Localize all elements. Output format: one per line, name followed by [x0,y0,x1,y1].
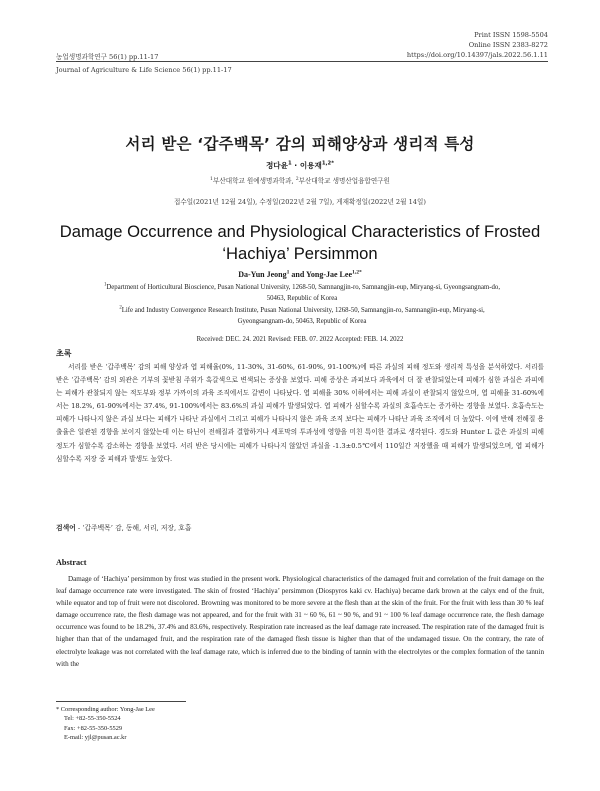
corresponding-author: * Corresponding author: Yong-Jae Lee [56,706,155,713]
footnote [56,705,155,743]
doi-link[interactable]: https://doi.org/10.14397/jals.2022.56.1.11 [406,51,548,59]
footnote-email[interactable]: E-mail: yjl@pusan.ac.kr [64,734,127,742]
journal-citation-ko: 농업생명과학연구 56(1) pp.11-17 [56,53,159,61]
title-korean: 서리 받은 ‘갑주백목’ 감의 피해양상과 생리적 특성 [125,135,475,153]
abstract-heading-english: Abstract [56,558,87,567]
authors-english: Da-Yun Jeong$^1$ and Yong-Jae Lee$^{1,2*}$ [238,269,362,279]
footnote-fax: Fax: +82-55-350-5529 [64,724,123,732]
affiliations-korean: $^1$부산대학교 원예생명과학과, $^2$부산대학교 생명산업융합연구원 [210,176,390,185]
authors-korean: 정다윤$^1$ · 이용재$^{1,2*}$ [265,160,335,170]
abstract-body-korean: 서리를 받은 ‘갑주백목’ 감의 피해 양상과 엽 피해율(0%, 11-30%, 31-60%, 61-90%, 91-100%)에 따른 과실의 피해 정도와 생리적 특성을 분석하였다. 서리를 받은 ‘갑주백목’ 감의 외관은 기부의 꽃받침 주위가 흑갈색으로 변색되는 증상을 보였다. 피해 증상은 과피보다 과육에서 더 잘 관찰되었는데 피해가 심한 과실은 과피에는 피해가 관찰되지 않는 적도부와 정부 가까이의 과육 조직에서도 갈변이 나타났다. 엽 피해율 30% 이하에서는 피해 과실이 관찰되지 않았으며, 엽 피해율 31-60%에서는 18.2%, 61-90%에서는 37.4%, 91-100%에서는 83.6%의 과실 피해가 발생되었다. 엽 피해가 심할수록 과실의 호흡속도는 증가하는 경향을 보였다. 호흡속도는 피해가 나타나지 않은 과실 보다는 피해가 나타난 과실에서 그리고 피해가 나타나지 않은 과육 조직 보다는 피해가 나타난 과육 조직에서 더 높았다. 이에 반해 전해질 용출율은 일관된 경향을 보이지 않았는데 이는 타닌이 전해질과 결합하거나 세포막의 투과성에 영향을 미친 특이한 결과로 생각된다. 경도와 Hunter L 값은 과실의 피해 정도가 심할수록 감소하는 경향을 보였다. 서리 받은 당시에는 피해가 나타나지 않았던 과실을 -1.3±0.5℃에서 110일간 저장했을 때 피해가 발생되었으며, 엽 피해가 심할수록 저장 중 피해과 발생도 높았다. [56,363,544,463]
dates-english: Received: DEC. 24. 2021 Revised: FEB. 07. 2022 Accepted: FEB. 14. 2022 [196,336,404,343]
footnote-rule [56,701,186,702]
dates-korean: 접수일(2021년 12월 24일), 수정일(2022년 2월 7일), 게재확정일(2022년 2월 14일) [174,198,426,206]
footnote-tel: Tel: +82-55-350-5524 [64,715,121,723]
keywords-korean: 검색어 - ‘갑주백목’ 감, 동해, 서리, 저장, 호흡 [56,524,192,532]
journal-citation-en: Journal of Agriculture & Life Science 56(1) pp.11-17 [56,66,232,74]
affiliations-english: $^1$Department of Horticultural Bioscience, Pusan National University, 1268-50, Samnangjin-ro, Samnangjin-eup, Miryang-si, Gyeongsangnam-do, 50463, Republic of Korea $^2$Life and Industry Convergence Research Institute, Pusan National University, 1268-50, Samnangjin-ro, Samnangjin-eup, Miryang-si, Gyeongsangnam-do, 50463, Republic of Korea [103,282,501,325]
online-issn: Online ISSN 2383-8272 [468,41,548,49]
header-rule [56,61,548,62]
abstract-body-english: Damage of ‘Hachiya’ persimmon by frost was studied in the present work. Physiological characteristics of the damaged fruit and correlation of the fruit damage on the leaf damage occurrence rate were investigated. The skin of frosted ‘Hachiya’ persimmon (Diospyros kaki cv. Hachiya) became dark brown at the calyx end of the fruit, while equator and top of fruit were not discolored. Browning was monitored to be more severe at the flesh than at the skin of the fruit. For the fruit with less than 30 % leaf damage occurrence rate, the flesh damage was not appeared, and for the fruit with 31 ~ 60 %, 61 ~ 90 %, and 91 ~ 100 % leaf damage occurrence rate, the flesh damage occurrence was found to be 18.2%, 37.4% and 83.6%, respectively. Respiration rate increased as the leaf damage rate increased. The respiration rate of the damaged fruit is higher than that of the undamaged fruit, and the respiration rate of the damaged flesh tissue is higher than that of the undamaged tissue. On the contrary, the rate of electrolyte leakage was not correlated with the leaf damage rate, which is inferred due to the binding of tannin with the electrolytes or the complex formation of the tannin with the [56,575,544,668]
abstract-heading-korean: 초록 [56,349,72,358]
print-issn: Print ISSN 1598-5504 [474,31,548,39]
title-english: Damage Occurrence and Physiological Characteristics of Frosted ‘Hachiya’ Persimmon [59,222,541,263]
